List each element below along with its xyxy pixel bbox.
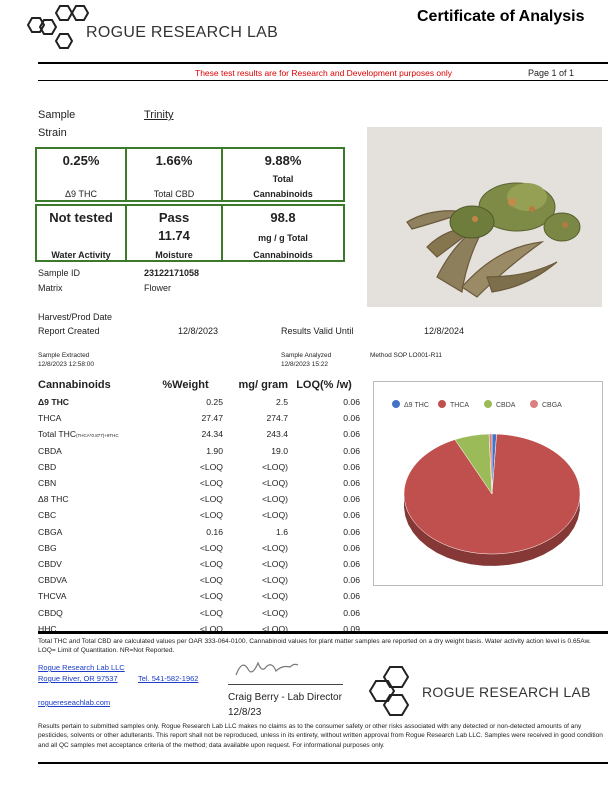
analyzed-date: 12/8/2023 15:22 — [281, 361, 328, 368]
loq-value — [288, 491, 360, 507]
address-link[interactable]: Rogue River, OR 97537 — [38, 674, 118, 683]
legend-label-3: CBGA — [542, 402, 562, 409]
loq-value-text: 0.06 — [343, 591, 360, 602]
table-row — [38, 459, 360, 475]
moisture-cell — [127, 206, 223, 260]
strain-label: Strain — [38, 127, 67, 139]
mg-gram-value — [223, 459, 288, 475]
table-row — [38, 604, 360, 620]
mg-gram-value-text: <LOQ) — [261, 607, 288, 618]
signature-icon — [232, 655, 302, 683]
mg-gram-value-text: <LOQ) — [261, 461, 288, 472]
table-row — [38, 572, 360, 588]
mg-gram-value — [223, 426, 288, 442]
mg-gram-value-text: <LOQ) — [261, 591, 288, 602]
d9thc-cell — [37, 149, 127, 200]
sample-photo — [367, 127, 602, 307]
mg-gram-value-text: <LOQ) — [261, 510, 288, 521]
cannabinoid-name-text: CBGA — [38, 526, 63, 537]
table-row — [38, 507, 360, 523]
loq-value — [288, 426, 360, 442]
weight-value — [148, 621, 223, 637]
cannabinoid-name-text: CBDVA — [38, 575, 67, 586]
mg-gram-value — [223, 572, 288, 588]
cannabinoid-name — [38, 410, 148, 426]
moisture-label: Moisture — [155, 250, 193, 260]
header-cannabinoids: Cannabinoids — [38, 379, 111, 391]
table-row — [38, 491, 360, 507]
cannabinoid-table — [38, 376, 360, 637]
loq-value-text: 0.06 — [343, 526, 360, 537]
loq-value — [288, 588, 360, 604]
cannabinoid-name — [38, 475, 148, 491]
weight-value — [148, 443, 223, 459]
legend-label-2: CBDA — [496, 402, 516, 409]
weight-value — [148, 524, 223, 540]
table-bottom-divider — [38, 631, 608, 634]
cannabinoid-name — [38, 621, 148, 637]
mg-gram-value — [223, 410, 288, 426]
pie-chart — [374, 382, 604, 587]
table-row — [38, 443, 360, 459]
loq-value — [288, 540, 360, 556]
header-mg-gram: mg/ gram — [238, 379, 288, 391]
weight-value — [148, 507, 223, 523]
loq-value-text: 0.06 — [343, 542, 360, 553]
mg-gram-value-text: <LOQ) — [261, 494, 288, 505]
d9thc-value: 0.25% — [62, 153, 100, 168]
weight-value-text: 0.25 — [206, 397, 223, 408]
sample-id-value: 23122171058 — [144, 268, 200, 278]
page-number: Page 1 of 1 — [528, 68, 575, 78]
loq-value-text: 0.06 — [343, 461, 360, 472]
cannabinoid-name-text: CBDQ — [38, 607, 63, 618]
cbd-label: Total CBD — [153, 189, 195, 199]
sample-value: Trinity — [144, 109, 174, 121]
table-row — [38, 588, 360, 604]
cannabinoid-name-text: CBC — [38, 510, 57, 521]
cannabinoid-name-text: CBD — [38, 461, 57, 472]
loq-value — [288, 443, 360, 459]
cannabinoids-label-1: Total — [272, 174, 294, 184]
weight-value-text: <LOQ — [199, 558, 223, 569]
loq-value-text: 0.06 — [343, 558, 360, 569]
mg-label-2: Cannabinoids — [253, 250, 313, 260]
sign-date: 12/8/23 — [228, 707, 262, 718]
legend-label-0: Δ9 THC — [404, 402, 429, 409]
page-title: Certificate of Analysis — [417, 8, 585, 25]
mg-gram-value-text: <LOQ) — [261, 623, 288, 634]
sample-label: Sample — [38, 109, 76, 121]
cannabinoids-value: 9.88% — [264, 153, 302, 168]
loq-value — [288, 572, 360, 588]
cannabinoid-name-text: CBN — [38, 478, 57, 489]
lab-name: ROGUE RESEARCH LAB — [86, 24, 279, 41]
cannabinoid-name — [38, 459, 148, 475]
mg-gram-value — [223, 540, 288, 556]
header-divider-2 — [38, 80, 608, 81]
loq-value — [288, 394, 360, 410]
cannabinoid-name — [38, 394, 148, 410]
weight-value-text: <LOQ — [199, 478, 223, 489]
weight-value — [148, 588, 223, 604]
weight-value — [148, 459, 223, 475]
harvest-label: Harvest/Prod Date — [38, 312, 113, 322]
water-activity-cell — [37, 206, 127, 260]
footer-disclaimer: Results pertain to submitted samples only. Rogue Research Lab LLC makes no claims as to the consumer safety or other risks associated with any detected or non-detected amounts of any pesticides, solvents or other adulterants. This report shall not be reproduced, unless in its entirety, without written approval from Rogue Research Lab LLC. Samples were received in good condition and all QC samples met acceptance criteria of the method; data available upon request. For informational purposes only. — [38, 723, 603, 749]
mg-gram-value — [223, 556, 288, 572]
cannabinoid-name — [38, 604, 148, 620]
cannabinoid-name-text: CBDV — [38, 558, 62, 569]
weight-value-text: <LOQ — [199, 575, 223, 586]
matrix-label: Matrix — [38, 283, 63, 293]
lab-link[interactable]: Rogue Research Lab LLC — [38, 663, 125, 672]
valid-label: Results Valid Until — [281, 326, 354, 336]
loq-value-text: 0.06 — [343, 397, 360, 408]
weight-value-text: <LOQ — [199, 542, 223, 553]
loq-value-text: 0.06 — [343, 575, 360, 586]
mg-value: 98.8 — [270, 210, 296, 225]
phone-link[interactable]: Tel. 541-582-1962 — [138, 674, 199, 683]
loq-value — [288, 524, 360, 540]
loq-value — [288, 475, 360, 491]
loq-value-text: 0.06 — [343, 445, 360, 456]
loq-value-text: 0.09 — [343, 623, 360, 634]
loq-value — [288, 604, 360, 620]
footer-bottom-divider — [38, 762, 608, 764]
cbd-cell — [127, 149, 223, 200]
cannabinoid-name-text: CBDA — [38, 445, 62, 456]
mg-gram-value-text: <LOQ) — [261, 478, 288, 489]
mg-gram-value-text: <LOQ) — [261, 558, 288, 569]
method-label: Method SOP LO001-R11 — [370, 352, 443, 359]
weight-value — [148, 475, 223, 491]
summary-row-2 — [35, 204, 345, 262]
table-row — [38, 426, 360, 442]
cannabinoid-name-text: HHC — [38, 623, 57, 634]
sample-id-label: Sample ID — [38, 268, 81, 278]
header-weight: %Weight — [162, 379, 209, 391]
mg-gram-value — [223, 621, 288, 637]
cannabinoids-label-2: Cannabinoids — [253, 189, 313, 199]
table-row — [38, 556, 360, 572]
loq-value-text: 0.06 — [343, 478, 360, 489]
loq-value — [288, 556, 360, 572]
mg-gram-value-text: 2.5 — [276, 397, 288, 408]
loq-value-text: 0.06 — [343, 413, 360, 424]
weight-value — [148, 556, 223, 572]
extracted-label: Sample Extracted — [38, 352, 90, 359]
mg-gram-value-text: 243.4 — [266, 429, 288, 440]
weight-value-text: <LOQ — [199, 494, 223, 505]
weight-value — [148, 572, 223, 588]
mg-gram-value — [223, 604, 288, 620]
mg-gram-value-text: <LOQ) — [261, 542, 288, 553]
cannabinoid-name — [38, 524, 148, 540]
mg-gram-value — [223, 524, 288, 540]
weight-value — [148, 394, 223, 410]
header-divider — [38, 62, 608, 64]
legend-marker-1 — [438, 400, 446, 408]
signature-line — [228, 684, 343, 685]
mg-gram-value — [223, 443, 288, 459]
website-link[interactable]: roguereseachlab.com — [38, 698, 111, 707]
footer-logo-icon — [368, 664, 428, 718]
weight-value-text: <LOQ — [199, 607, 223, 618]
cannabinoid-name — [38, 507, 148, 523]
mg-gram-value — [223, 491, 288, 507]
mg-gram-value-text: 274.7 — [266, 413, 288, 424]
weight-value-text: 24.34 — [201, 429, 223, 440]
weight-value-text: 0.16 — [206, 526, 223, 537]
weight-value-text: 27.47 — [201, 413, 223, 424]
extracted-date: 12/8/2023 12:58:00 — [38, 361, 95, 368]
footer-lab-name: ROGUE RESEARCH LAB — [422, 684, 591, 700]
cannabinoids-cell — [223, 149, 343, 200]
loq-value-text: 0.06 — [343, 429, 360, 440]
mg-gram-value-text: 19.0 — [271, 445, 288, 456]
weight-value-text: 1.90 — [206, 445, 223, 456]
report-label: Report Created — [38, 326, 100, 336]
cannabinoid-name — [38, 556, 148, 572]
cannabinoid-name-text: THCA — [38, 413, 62, 424]
mg-cell — [223, 206, 343, 260]
weight-value — [148, 410, 223, 426]
matrix-value: Flower — [144, 283, 172, 293]
loq-value-text: 0.06 — [343, 510, 360, 521]
cannabinoid-name — [38, 540, 148, 556]
report-date: 12/8/2023 — [178, 326, 219, 336]
summary-row-1 — [35, 147, 345, 202]
legend-marker-0 — [392, 400, 400, 408]
cannabinoid-name-text: Δ8 THC — [38, 494, 69, 505]
cannabinoid-chart — [373, 381, 603, 586]
total-thc-formula: (THCA*0.877)+9THC — [76, 433, 119, 439]
water-activity-label: Water Activity — [51, 250, 111, 260]
header-loq: LOQ(% /w) — [296, 379, 352, 391]
weight-value — [148, 604, 223, 620]
cannabinoid-name — [38, 426, 148, 442]
loq-value — [288, 507, 360, 523]
calc-note: Total THC and Total CBD are calculated values per OAR 333-064-0100. Cannabinoid values for plant matter samples are reported on a dry weight basis. Water activity action level is 0.65Aw. LOQ= Limit of Quantitation. NR=Not Reported. — [38, 638, 591, 654]
mg-gram-value — [223, 475, 288, 491]
mg-gram-value — [223, 588, 288, 604]
mg-gram-value — [223, 507, 288, 523]
water-activity-value: Not tested — [49, 210, 113, 225]
legend-marker-3 — [530, 400, 538, 408]
loq-value — [288, 621, 360, 637]
loq-value-text: 0.06 — [343, 607, 360, 618]
analyzed-label: Sample Analyzed — [281, 352, 332, 359]
mg-gram-value-text: <LOQ) — [261, 575, 288, 586]
table-row — [38, 394, 360, 410]
cannabinoid-name — [38, 443, 148, 459]
legend-label-1: THCA — [450, 402, 470, 409]
moisture-value: 11.74 — [158, 228, 190, 243]
mg-label-1: mg / g Total — [258, 233, 308, 243]
header-disclaimer: These test results are for Research and Development purposes only — [195, 68, 453, 78]
mg-gram-value — [223, 394, 288, 410]
cbd-value: 1.66% — [155, 153, 193, 168]
director-name: Craig Berry - Lab Director — [228, 692, 342, 703]
d9thc-label: Δ9 THC — [64, 189, 97, 199]
weight-value — [148, 426, 223, 442]
cannabinoid-name-text: Total THC — [38, 429, 77, 440]
moisture-result: Pass — [158, 210, 190, 225]
loq-value — [288, 459, 360, 475]
weight-value-text: <LOQ — [199, 623, 223, 634]
cannabinoid-name-text: THCVA — [38, 591, 67, 602]
legend-marker-2 — [484, 400, 492, 408]
cannabinoid-name-text: Δ9 THC — [38, 397, 70, 408]
cannabinoid-name-text: CBG — [38, 542, 57, 553]
table-row — [38, 410, 360, 426]
cannabinoid-name — [38, 491, 148, 507]
table-row — [38, 621, 360, 637]
loq-value — [288, 410, 360, 426]
table-header-row — [38, 376, 360, 394]
weight-value-text: <LOQ — [199, 461, 223, 472]
loq-value-text: 0.06 — [343, 494, 360, 505]
valid-date: 12/8/2024 — [424, 326, 465, 336]
weight-value-text: <LOQ — [199, 510, 223, 521]
table-row — [38, 540, 360, 556]
cannabinoid-name — [38, 588, 148, 604]
weight-value-text: <LOQ — [199, 591, 223, 602]
weight-value — [148, 491, 223, 507]
table-row — [38, 475, 360, 491]
cannabinoid-name — [38, 572, 148, 588]
mg-gram-value-text: 1.6 — [276, 526, 288, 537]
table-row — [38, 524, 360, 540]
weight-value — [148, 540, 223, 556]
